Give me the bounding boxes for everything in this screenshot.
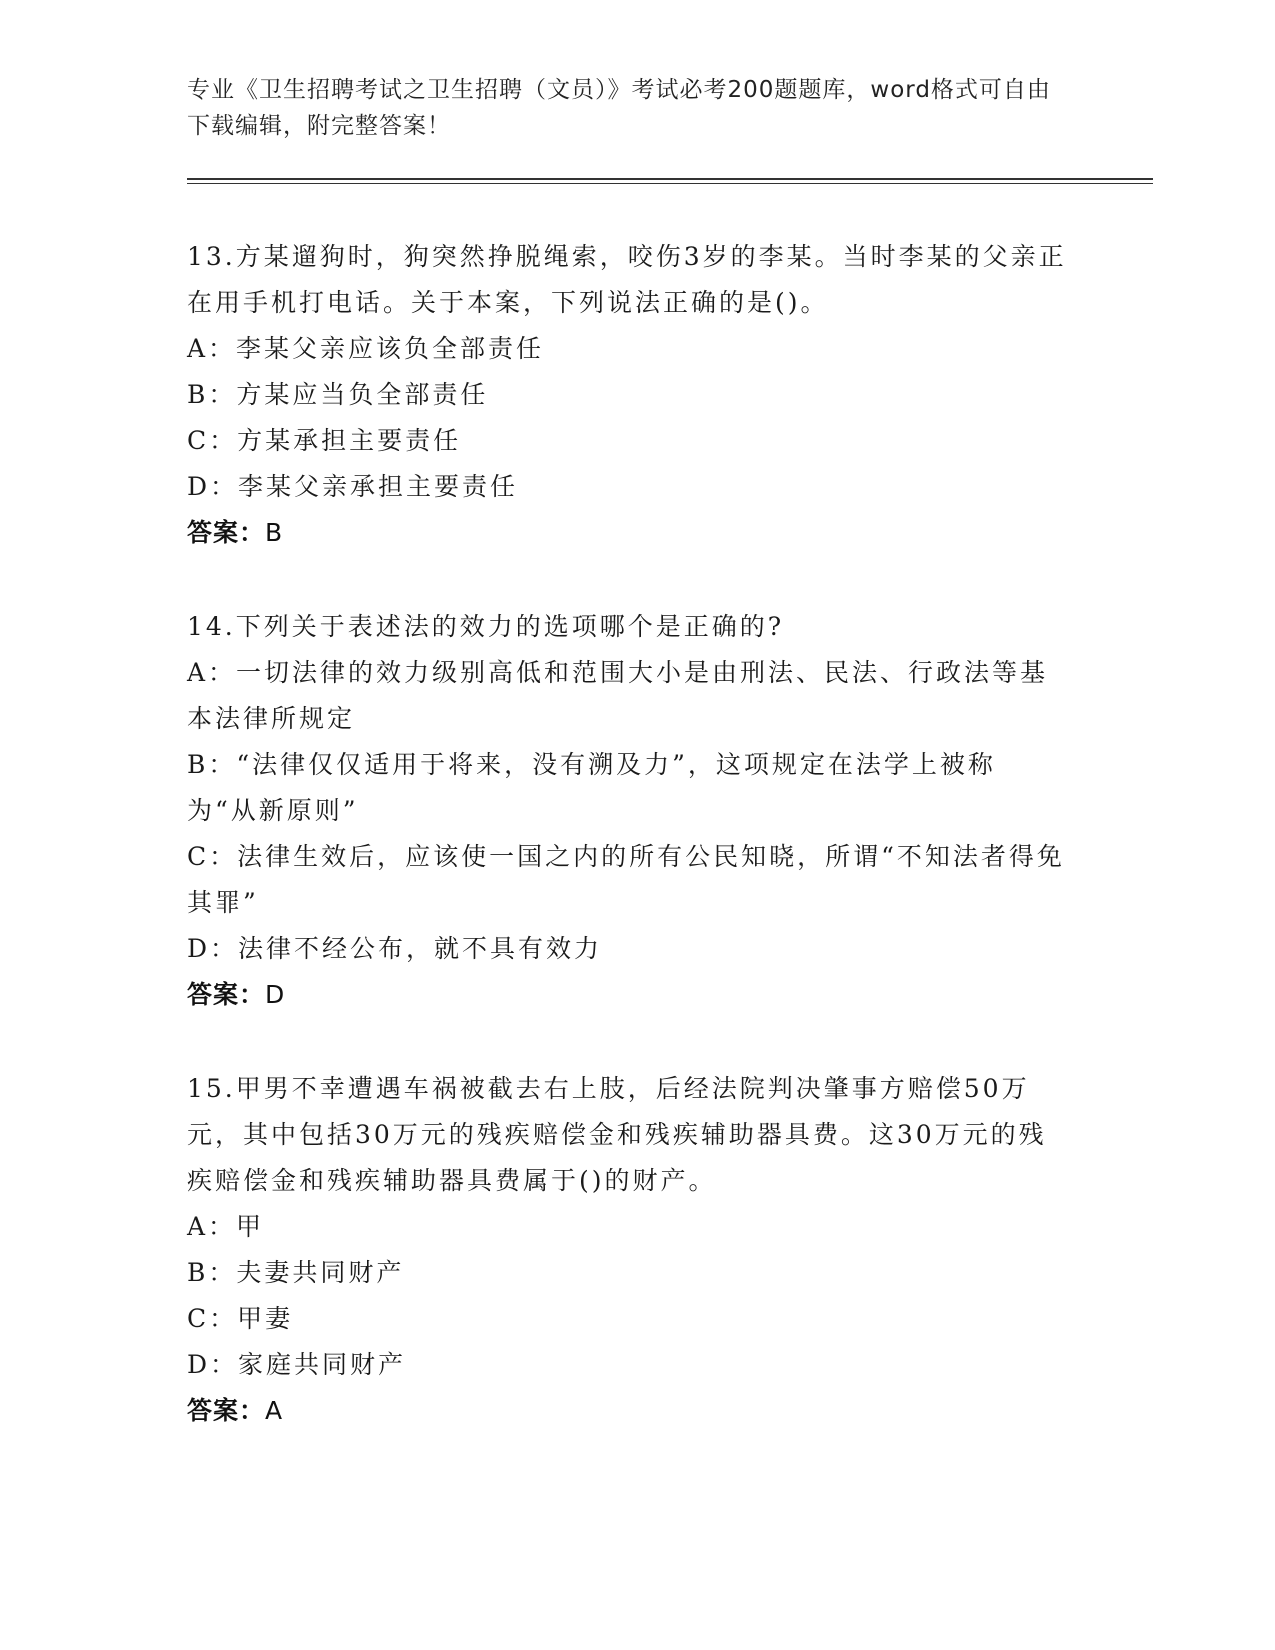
option-a: A：甲 [187,1212,265,1241]
question-13 [187,234,1067,556]
option-c: C：甲妻 [187,1304,294,1333]
answer-label: 答案： [187,980,266,1009]
answer-label: 答案： [187,518,266,547]
option-c: C：方某承担主要责任 [187,426,462,455]
answer-line [187,972,1067,1018]
answer-value: A [265,1396,284,1425]
option-b: B：夫妻共同财产 [187,1258,405,1287]
option-d: D：李某父亲承担主要责任 [187,472,519,501]
question-stem: 13.方某遛狗时，狗突然挣脱绳索，咬伤3岁的李某。当时李某的父亲正在用手机打电话。关于本案，下列说法正确的是()。 [187,242,1067,317]
option-a: A：李某父亲应该负全部责任 [187,334,545,363]
option-c: C：法律生效后，应该使一国之内的所有公民知晓，所谓“不知法者得免其罪” [187,842,1065,917]
question-stem: 14.下列关于表述法的效力的选项哪个是正确的? [187,612,785,641]
answer-value: D [265,980,286,1009]
document-page [187,0,1153,1434]
document-header: 专业《卫生招聘考试之卫生招聘（文员）》考试必考200题题库，word格式可自由下载编辑，附完整答案！ [187,77,1051,139]
answer-value: B [265,518,284,547]
answer-line [187,1388,1067,1434]
option-d: D：家庭共同财产 [187,1350,407,1379]
question-14 [187,604,1067,1018]
question-15 [187,1066,1067,1434]
answer-label: 答案： [187,1396,266,1425]
question-stem: 15.甲男不幸遭遇车祸被截去右上肢，后经法院判决肇事方赔偿50万元，其中包括30万元的残疾赔偿金和残疾辅助器具费。这30万元的残疾赔偿金和残疾辅助器具费属于()的财产。 [187,1074,1047,1195]
option-a: A：一切法律的效力级别高低和范围大小是由刑法、民法、行政法等基本法律所规定 [187,658,1049,733]
answer-line [187,510,1067,556]
header-divider [187,178,1153,184]
option-b: B：方某应当负全部责任 [187,380,489,409]
option-d: D：法律不经公布，就不具有效力 [187,934,603,963]
option-b: B：“法律仅仅适用于将来，没有溯及力”，这项规定在法学上被称为“从新原则” [187,750,996,825]
